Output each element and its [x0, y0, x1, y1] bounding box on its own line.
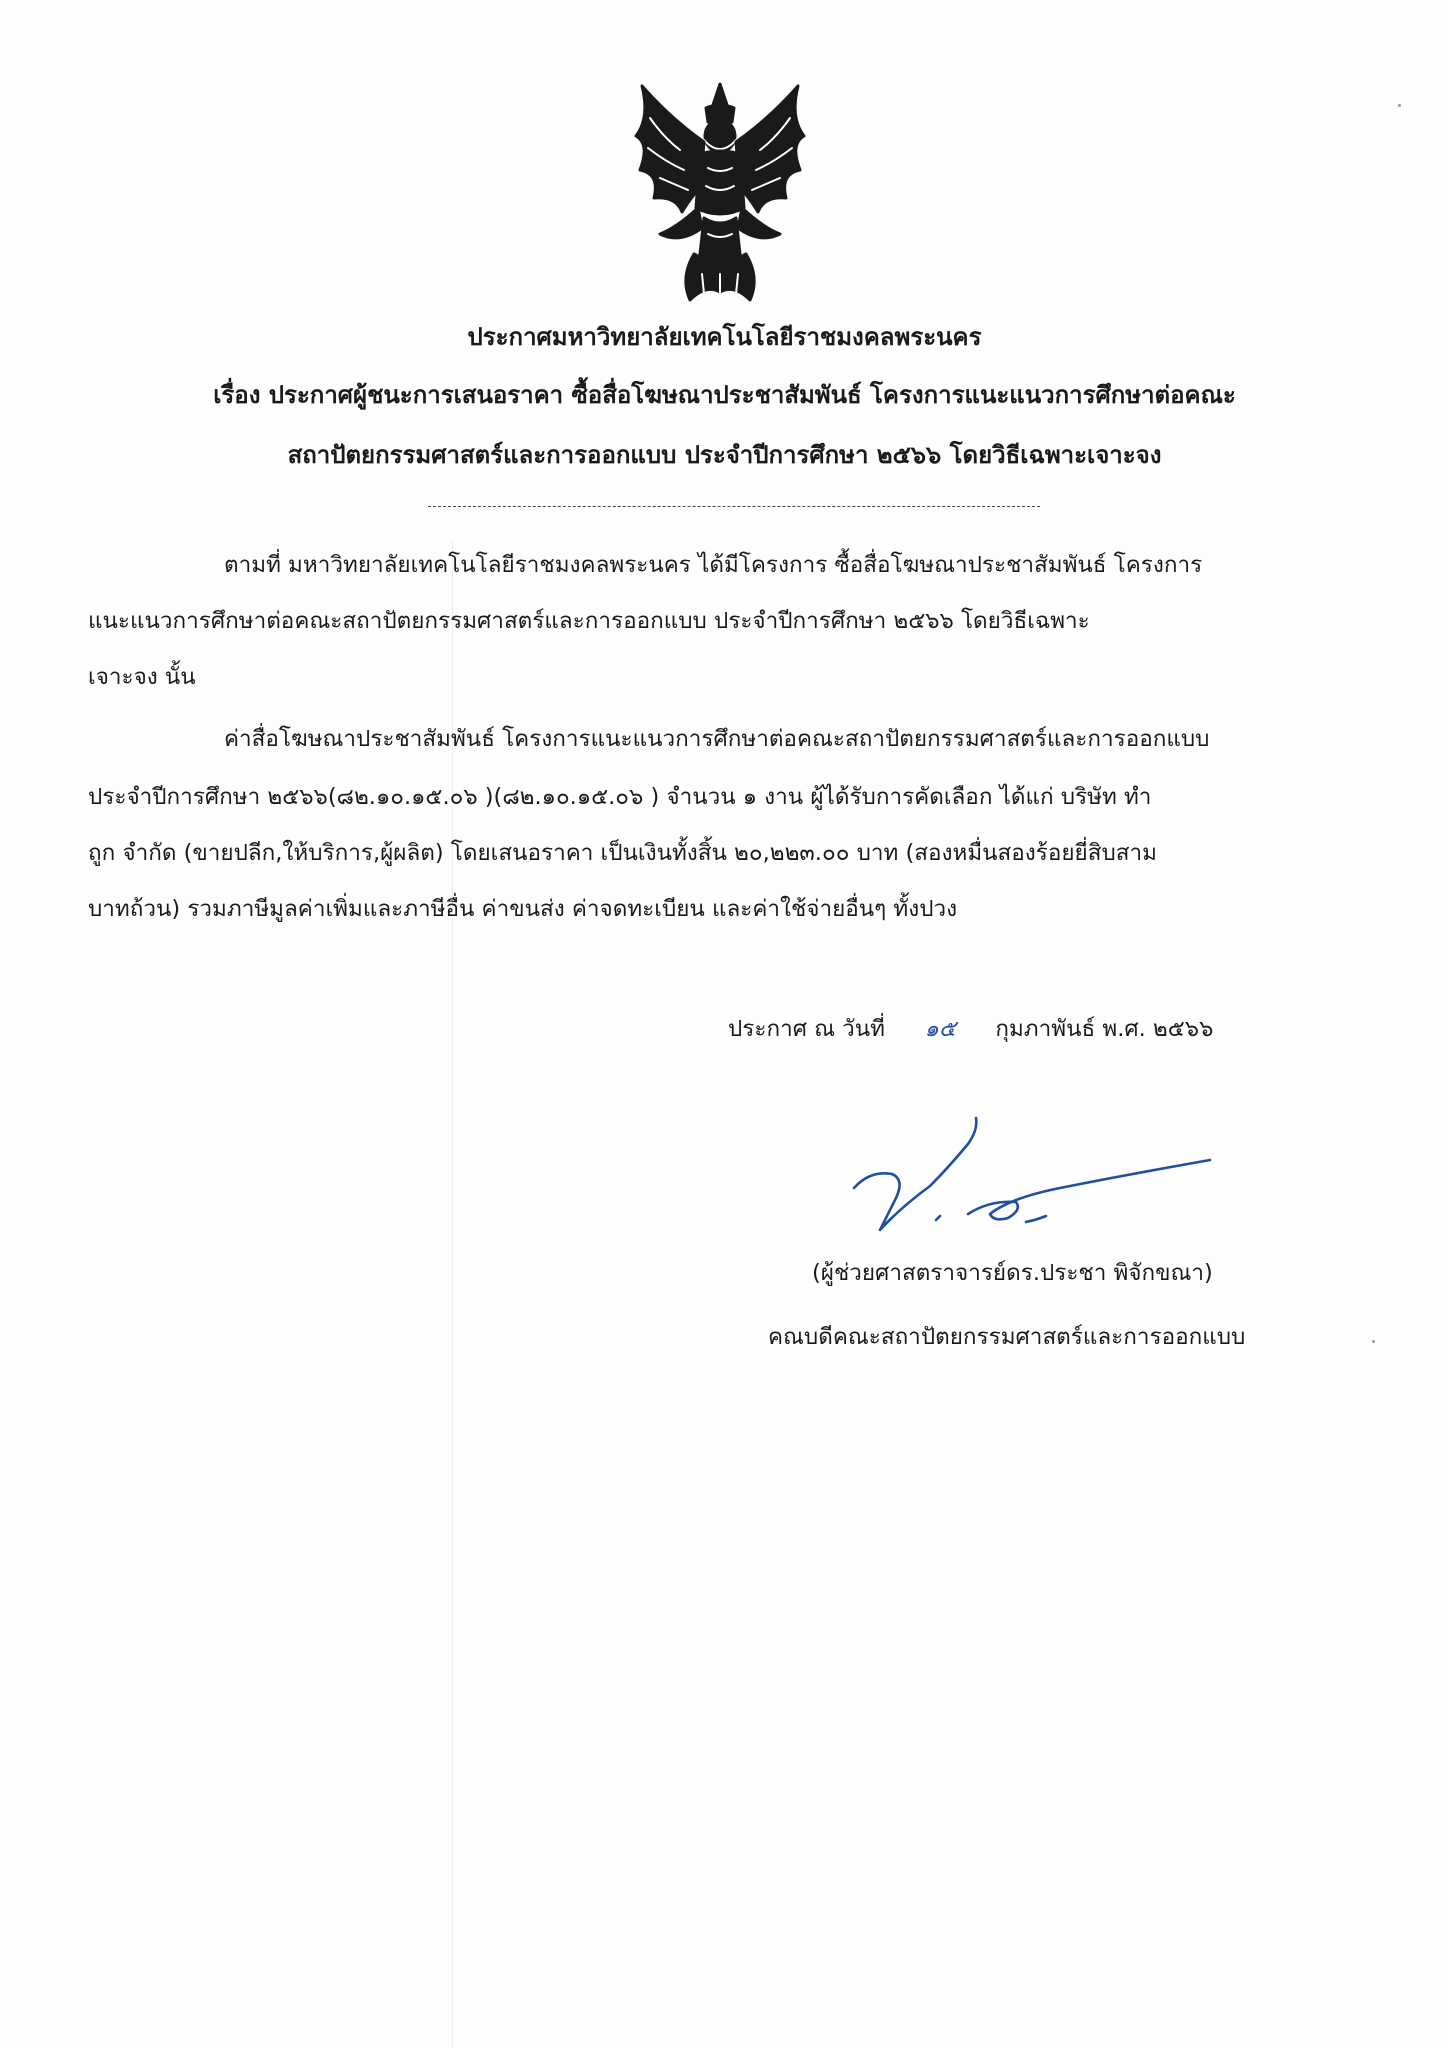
para1-line1: ตามที่ มหาวิทยาลัยเทคโนโลยีราชมงคลพระนคร ได้มีโครงการ ซื้อสื่อโฆษณาประชาสัมพันธ์ โครงการ	[224, 552, 1203, 578]
scan-speck	[1398, 104, 1401, 107]
para2-line1: ค่าสื่อโฆษณาประชาสัมพันธ์ โครงการแนะแนวการศึกษาต่อคณะสถาปัตยกรรมศาสตร์และการออกแบบ	[224, 726, 1210, 752]
para2-line2: ประจำปีการศึกษา ๒๕๖๖(๘๒.๑๐.๑๕.๐๖ )(๘๒.๑๐.๑๕.๐๖ ) จำนวน ๑ งาน ผู้ได้รับการคัดเลือก ได้แก่ บริษัท ทำ	[88, 784, 1152, 810]
scan-fold-line	[452, 540, 453, 2048]
handwritten-signature	[840, 1090, 1220, 1250]
announce-date-line	[728, 1014, 1213, 1044]
announce-prefix: ประกาศ ณ วันที่	[728, 1016, 886, 1042]
subject-line-2: สถาปัตยกรรมศาสตร์และการออกแบบ ประจำปีการศึกษา ๒๕๖๖ โดยวิธีเฉพาะเจาะจง	[287, 441, 1162, 469]
para1-line2: แนะแนวการศึกษาต่อคณะสถาปัตยกรรมศาสตร์และการออกแบบ ประจำปีการศึกษา ๒๕๖๖ โดยวิธีเฉพาะ	[88, 608, 1090, 634]
para1-line3: เจาะจง นั้น	[88, 664, 196, 690]
signer-position: คณบดีคณะสถาปัตยกรรมศาสตร์และการออกแบบ	[768, 1324, 1246, 1350]
para2-line3: ถูก จำกัด (ขายปลีก,ให้บริการ,ผู้ผลิต) โดยเสนอราคา เป็นเงินทั้งสิ้น ๒๐,๒๒๓.๐๐ บาท (สองหมื่นสองร้อยยี่สิบสาม	[88, 840, 1157, 866]
announce-day-handwritten: ๑๕	[924, 1016, 956, 1042]
para2-line4: บาทถ้วน) รวมภาษีมูลค่าเพิ่มและภาษีอื่น ค่าขนส่ง ค่าจดทะเบียน และค่าใช้จ่ายอื่นๆ ทั้งปวง	[88, 896, 958, 922]
separator-line	[428, 506, 1040, 507]
announce-month-year: กุมภาพันธ์ พ.ศ. ๒๕๖๖	[995, 1016, 1214, 1042]
announcement-title: ประกาศมหาวิทยาลัยเทคโนโลยีราชมงคลพระนคร	[467, 323, 982, 351]
scan-speck	[1372, 1340, 1375, 1343]
subject-line-1: เรื่อง ประกาศผู้ชนะการเสนอราคา ซื้อสื่อโฆษณาประชาสัมพันธ์ โครงการแนะแนวการศึกษาต่อคณะ	[213, 381, 1236, 409]
garuda-emblem-icon	[620, 78, 820, 306]
signer-name: (ผู้ช่วยศาสตราจารย์ดร.ประชา พิจักขณา)	[812, 1260, 1213, 1286]
